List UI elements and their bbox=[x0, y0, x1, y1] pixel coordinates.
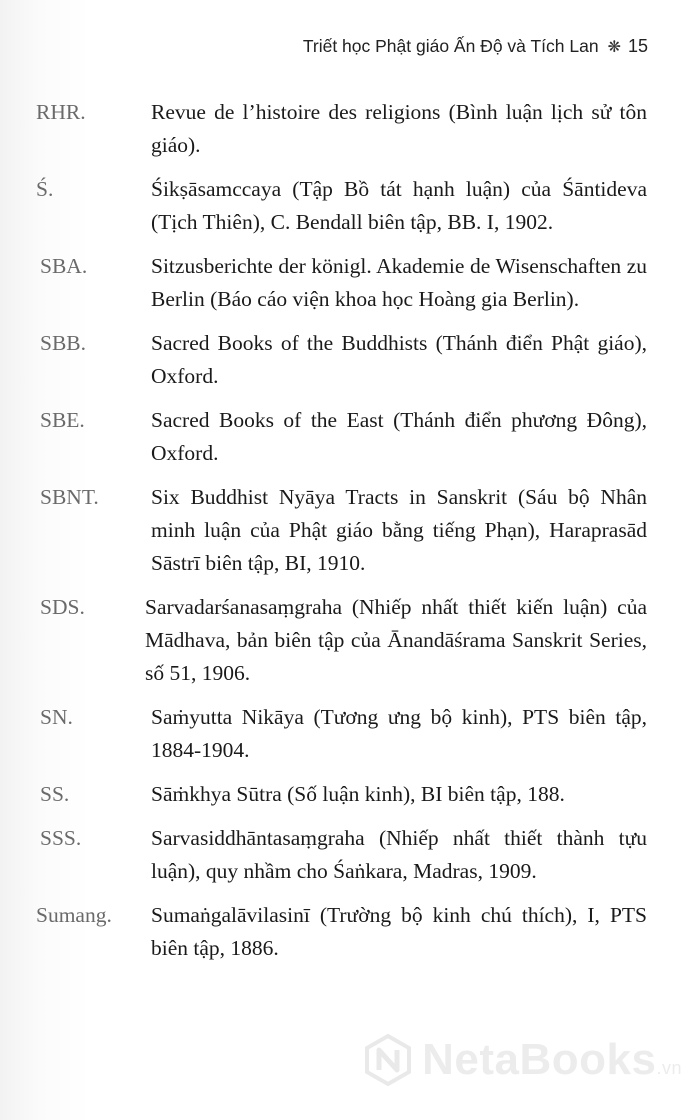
abbreviation: RHR. bbox=[36, 100, 86, 124]
abbreviation-description: Sacred Books of the Buddhists (Thánh điển Phật giáo), Oxford. bbox=[151, 331, 647, 388]
abbreviation: SBB. bbox=[40, 331, 87, 355]
abbreviation-entry-sn bbox=[0, 701, 700, 767]
abbreviation-description: Sacred Books of the East (Thánh điển phương Đông), Oxford. bbox=[151, 408, 647, 465]
abbreviation: SDS. bbox=[40, 595, 85, 619]
abbreviation: Ś. bbox=[36, 177, 54, 201]
page-number: 15 bbox=[627, 36, 648, 56]
abbreviation-entry-sss bbox=[0, 822, 700, 888]
abbreviation-entry-sbnt bbox=[0, 481, 700, 580]
abbreviation: SSS. bbox=[40, 826, 82, 850]
abbreviation-entry-sbe bbox=[0, 404, 700, 470]
abbreviation: SS. bbox=[40, 782, 70, 806]
abbreviation-description: Sitzusberichte der königl. Akademie de Wisenschaften zu Berlin (Báo cáo viện khoa học Hoàng gia Berlin). bbox=[151, 254, 647, 311]
watermark-brand-name: NetaBooks bbox=[422, 1035, 657, 1084]
abbreviation-entry-sds bbox=[0, 591, 700, 690]
abbreviation-entry-sumang bbox=[0, 899, 700, 965]
abbreviation-list bbox=[0, 96, 700, 976]
abbreviation: SBNT. bbox=[40, 485, 99, 509]
netabooks-watermark bbox=[362, 1034, 682, 1086]
abbreviation: SBE. bbox=[40, 408, 85, 432]
watermark-suffix: .vn bbox=[656, 1058, 682, 1078]
abbreviation-entry-s bbox=[0, 173, 700, 239]
watermark-brand bbox=[422, 1035, 682, 1085]
book-title: Triết học Phật giáo Ấn Độ và Tích Lan bbox=[302, 36, 599, 56]
abbreviation-entry-sba bbox=[0, 250, 700, 316]
abbreviation-entry-ss bbox=[0, 778, 700, 811]
abbreviation-entry-rhr bbox=[0, 96, 700, 162]
abbreviation: SN. bbox=[40, 705, 73, 729]
separator-ornament-icon: ❋ bbox=[607, 39, 621, 56]
abbreviation-description: Sumaṅgalāvilasinī (Trường bộ kinh chú thích), I, PTS biên tập, 1886. bbox=[151, 903, 647, 960]
abbreviation-description: Sāṁkhya Sūtra (Số luận kinh), BI biên tập, 188. bbox=[151, 782, 565, 806]
abbreviation-description: Revue de l’histoire des religions (Bình luận lịch sử tôn giáo). bbox=[151, 100, 647, 157]
abbreviation-description: Śikṣāsamccaya (Tập Bồ tát hạnh luận) của Śāntideva (Tịch Thiên), C. Bendall biên tập, BB. I, 1902. bbox=[151, 177, 647, 234]
abbreviation: SBA. bbox=[40, 254, 88, 278]
abbreviation-description: Saṁyutta Nikāya (Tương ưng bộ kinh), PTS biên tập, 1884-1904. bbox=[151, 705, 647, 762]
abbreviation-entry-sbb bbox=[0, 327, 700, 393]
abbreviation-description: Six Buddhist Nyāya Tracts in Sanskrit (Sáu bộ Nhân minh luận của Phật giáo bằng tiếng Phạn), Haraprasād Sāstrī biên tập, BI, 1910. bbox=[151, 485, 647, 575]
abbreviation: Sumang. bbox=[36, 903, 112, 927]
running-header bbox=[303, 36, 648, 57]
abbreviation-description: Sarvadarśanasaṃgraha (Nhiếp nhất thiết kiến luận) của Mādhava, bản biên tập của Ānandāśrama Sanskrit Series, số 51, 1906. bbox=[145, 595, 647, 685]
n-hexagon-logo-icon bbox=[362, 1034, 414, 1086]
abbreviation-description: Sarvasiddhāntasaṃgraha (Nhiếp nhất thiết thành tựu luận), quy nhầm cho Śaṅkara, Madras, 1909. bbox=[151, 826, 647, 883]
